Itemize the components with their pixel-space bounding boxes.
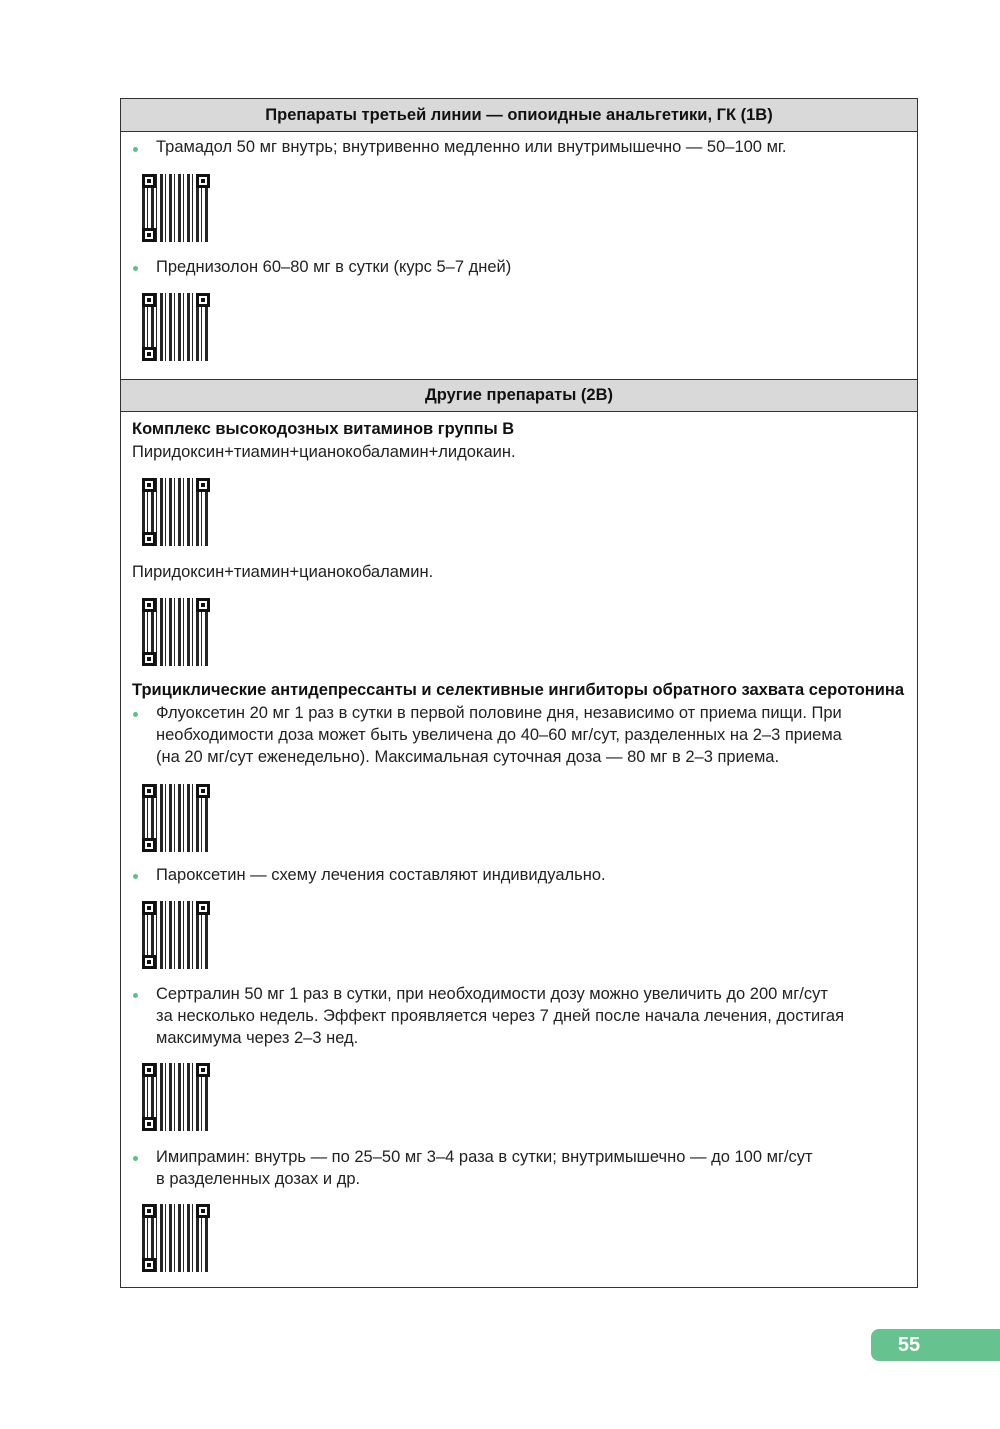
qr-code-vitamins[interactable] bbox=[142, 598, 210, 666]
antidepressants-title: Трициклические антидепрессанты и селективные ингибиторы обратного захвата серотонина bbox=[132, 681, 905, 699]
imipramine-line-1: Имипрамин: внутрь — по 25–50 мг 3–4 раза в сутки; внутримышечно — до 100 мг/сут bbox=[156, 1148, 813, 1166]
prednisolone-text: Преднизолон 60–80 мг в сутки (курс 5–7 дней) bbox=[156, 258, 512, 276]
imipramine-line-2: в разделенных дозах и др. bbox=[156, 1170, 361, 1188]
page-number-tab bbox=[871, 1329, 1000, 1361]
sertraline-line-1: Сертралин 50 мг 1 раз в сутки, при необходимости дозу можно увеличить до 200 мг/сут bbox=[156, 985, 828, 1003]
vitamins-combo-lidocaine: Пиридоксин+тиамин+цианокобаламин+лидокаин. bbox=[132, 443, 516, 461]
drug-table bbox=[120, 98, 918, 1288]
bullet-icon bbox=[133, 1156, 138, 1161]
vitamins-combo: Пиридоксин+тиамин+цианокобаламин. bbox=[132, 563, 434, 581]
fluoxetine-line-3: (на 20 мг/сут еженедельно). Максимальная суточная доза — 80 мг в 2–3 приема. bbox=[156, 748, 780, 766]
qr-code-imipramine[interactable] bbox=[142, 1204, 210, 1272]
section-header-other-drugs: Другие препараты (2В) bbox=[121, 379, 917, 412]
vitamins-b-title: Комплекс высокодозных витаминов группы В bbox=[132, 420, 515, 438]
section-header-third-line: Препараты третьей линии — опиоидные анальгетики, ГК (1В) bbox=[121, 99, 917, 132]
bullet-icon bbox=[133, 266, 138, 271]
qr-code-tramadol[interactable] bbox=[142, 174, 210, 242]
bullet-icon bbox=[133, 874, 138, 879]
qr-code-sertraline[interactable] bbox=[142, 1063, 210, 1131]
bullet-icon bbox=[133, 147, 138, 152]
tramadol-text: Трамадол 50 мг внутрь; внутривенно медленно или внутримышечно — 50–100 мг. bbox=[156, 138, 787, 156]
qr-code-vitamins-lidocaine[interactable] bbox=[142, 478, 210, 546]
fluoxetine-line-1: Флуоксетин 20 мг 1 раз в сутки в первой половине дня, независимо от приема пищи. При bbox=[156, 704, 842, 722]
page-number: 55 bbox=[897, 1334, 921, 1356]
qr-code-paroxetine[interactable] bbox=[142, 901, 210, 969]
fluoxetine-line-2: необходимости доза может быть увеличена до 40–60 мг/сут, разделенных на 2–3 приема bbox=[156, 726, 842, 744]
bullet-icon bbox=[133, 712, 138, 717]
bullet-icon bbox=[133, 993, 138, 998]
qr-code-fluoxetine[interactable] bbox=[142, 784, 210, 852]
sertraline-line-3: максимума через 2–3 нед. bbox=[156, 1029, 359, 1047]
qr-code-prednisolone[interactable] bbox=[142, 293, 210, 361]
paroxetine-text: Пароксетин — схему лечения составляют индивидуально. bbox=[156, 866, 606, 884]
sertraline-line-2: за несколько недель. Эффект проявляется через 7 дней после начала лечения, достигая bbox=[156, 1007, 845, 1025]
